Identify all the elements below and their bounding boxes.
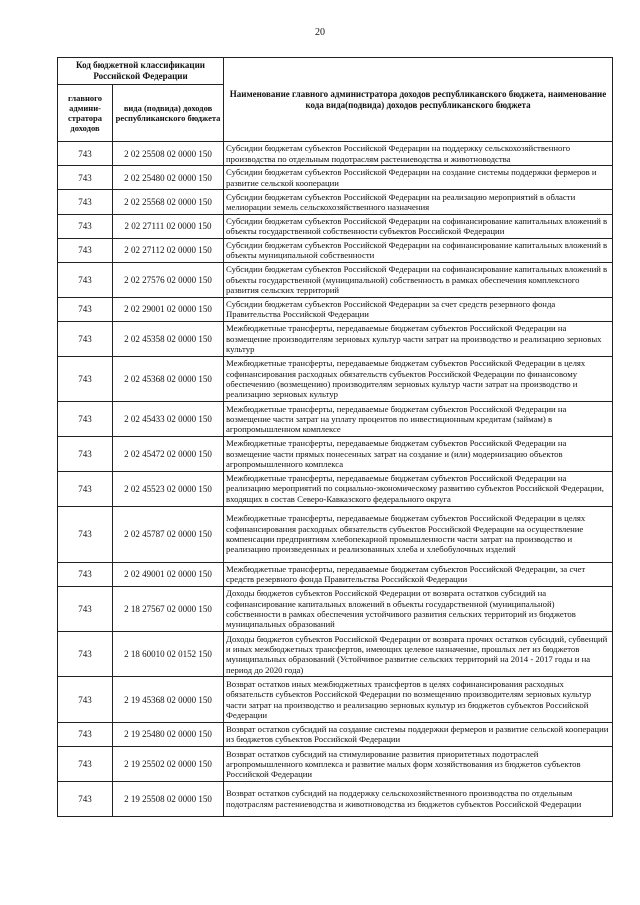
header-name-column: Наименование главного администратора доходов республиканского бюджета, наименование кода вида(подвида) доходов республиканского бюджета	[224, 58, 613, 142]
income-name-cell: Межбюджетные трансферты, передаваемые бюджетам субъектов Российской Федерации на возмещение части затрат на уплату процентов по инвестиционным кредитам (займам) в агропромышленном комплексе	[224, 402, 613, 437]
income-name-cell: Возврат остатков субсидий на поддержку сельскохозяйственного производства по отдельным подотраслям растениеводства и животноводства из бюджетов субъектов Российской Федерации	[224, 781, 613, 816]
income-name-cell: Субсидии бюджетам субъектов Российской Федерации на реализацию мероприятий в области мелиорации земель сельскохозяйственного назначения	[224, 190, 613, 214]
table-row	[58, 632, 613, 677]
table-row	[58, 297, 613, 321]
income-name-cell: Межбюджетные трансферты, передаваемые бюджетам субъектов Российской Федерации, за счет средств резервного фонда Правительства Российской Федерации	[224, 562, 613, 586]
income-name-cell: Субсидии бюджетам субъектов Российской Федерации на создание системы поддержки фермеров и развитие сельской кооперации	[224, 166, 613, 190]
admin-code-cell: 743	[58, 262, 113, 297]
income-name-cell: Межбюджетные трансферты, передаваемые бюджетам субъектов Российской Федерации на возмещение части прямых понесенных затрат на создание и (или) модернизацию объектов агропромышленного комплекса	[224, 436, 613, 471]
income-code-cell: 2 19 25502 02 0000 150	[113, 747, 224, 782]
admin-code-cell: 743	[58, 238, 113, 262]
table-row	[58, 262, 613, 297]
header-admin-column: главного админи-стратора доходов	[58, 85, 113, 142]
admin-code-cell: 743	[58, 562, 113, 586]
income-name-cell: Доходы бюджетов субъектов Российской Федерации от возврата прочих остатков субсидий, субвенций и иных межбюджетных трансфертов, имеющих целевое назначение, прошлых лет из бюджетов муниципальных образований (Устойчивое развитие сельских территорий на 2014 - 2017 годы и на период до 2020 года)	[224, 632, 613, 677]
table-row	[58, 781, 613, 816]
table-row	[58, 677, 613, 722]
income-code-cell: 2 18 27567 02 0000 150	[113, 586, 224, 631]
table-row	[58, 214, 613, 238]
income-name-cell: Субсидии бюджетам субъектов Российской Федерации на поддержку сельскохозяйственного производства по отдельным подотраслям растениеводства и животноводства	[224, 142, 613, 166]
admin-code-cell: 743	[58, 142, 113, 166]
table-row	[58, 142, 613, 166]
admin-code-cell: 743	[58, 436, 113, 471]
admin-code-cell: 743	[58, 471, 113, 506]
income-name-cell: Межбюджетные трансферты, передаваемые бюджетам субъектов Российской Федерации в целях софинансирования расходных обязательств субъектов Российской Федерации на осуществление компенсации предприятиям хлебопекарной промышленности части затрат на производство и реализацию произведенных и реализованных хлеба и хлебобулочных изделий	[224, 506, 613, 562]
income-code-cell: 2 19 45368 02 0000 150	[113, 677, 224, 722]
income-code-cell: 2 02 45368 02 0000 150	[113, 356, 224, 401]
header-row-top	[58, 58, 613, 85]
admin-code-cell: 743	[58, 402, 113, 437]
admin-code-cell: 743	[58, 321, 113, 356]
income-code-cell: 2 02 45433 02 0000 150	[113, 402, 224, 437]
income-name-cell: Межбюджетные трансферты, передаваемые бюджетам субъектов Российской Федерации на возмещение производителям зерновых культур части затрат на производство и реализацию зерновых культур	[224, 321, 613, 356]
income-code-cell: 2 02 45787 02 0000 150	[113, 506, 224, 562]
page-number: 20	[315, 27, 325, 38]
admin-code-cell: 743	[58, 506, 113, 562]
income-name-cell: Субсидии бюджетам субъектов Российской Федерации на софинансирование капитальных вложений в объекты муниципальной собственности	[224, 238, 613, 262]
table-row	[58, 166, 613, 190]
table-row	[58, 471, 613, 506]
income-code-cell: 2 02 25508 02 0000 150	[113, 142, 224, 166]
admin-code-cell: 743	[58, 781, 113, 816]
admin-code-cell: 743	[58, 586, 113, 631]
income-code-cell: 2 02 29001 02 0000 150	[113, 297, 224, 321]
table-row	[58, 356, 613, 401]
income-name-cell: Субсидии бюджетам субъектов Российской Федерации на софинансирование капитальных вложений в объекты государственной собственности субъектов Российской Федерации	[224, 214, 613, 238]
income-name-cell: Субсидии бюджетам субъектов Российской Федерации на софинансирование капитальных вложений в объекты государственной (муниципальной) собственность в рамках обеспечения комплексного развития сельских территорий	[224, 262, 613, 297]
admin-code-cell: 743	[58, 297, 113, 321]
income-code-cell: 2 02 25480 02 0000 150	[113, 166, 224, 190]
income-code-cell: 2 02 45472 02 0000 150	[113, 436, 224, 471]
table-row	[58, 321, 613, 356]
header-code-group: Код бюджетной классификации Российской Федерации	[58, 58, 224, 85]
table-row	[58, 506, 613, 562]
income-name-cell: Возврат остатков субсидий на стимулирование развития приоритетных подотраслей агропромышленного комплекса и развитие малых форм хозяйствования из бюджетов субъектов Российской Федерации	[224, 747, 613, 782]
table-row	[58, 436, 613, 471]
income-code-cell: 2 02 25568 02 0000 150	[113, 190, 224, 214]
income-code-cell: 2 02 27111 02 0000 150	[113, 214, 224, 238]
income-code-cell: 2 02 49001 02 0000 150	[113, 562, 224, 586]
admin-code-cell: 743	[58, 747, 113, 782]
income-code-cell: 2 19 25480 02 0000 150	[113, 722, 224, 746]
table-row	[58, 190, 613, 214]
table-row	[58, 562, 613, 586]
income-name-cell: Субсидии бюджетам субъектов Российской Федерации за счет средств резервного фонда Правительства Российской Федерации	[224, 297, 613, 321]
admin-code-cell: 743	[58, 677, 113, 722]
admin-code-cell: 743	[58, 166, 113, 190]
income-name-cell: Возврат остатков иных межбюджетных трансфертов в целях софинансирования расходных обязательств субъектов Российской Федерации по возмещению производителям зерновых культур части затрат на производство и реализацию зерновых культур из бюджетов субъектов Российской Федерации	[224, 677, 613, 722]
income-code-cell: 2 19 25508 02 0000 150	[113, 781, 224, 816]
table-body	[58, 142, 613, 817]
header-type-column: вида (подвида) доходов республиканского бюджета	[113, 85, 224, 142]
income-code-cell: 2 18 60010 02 0152 150	[113, 632, 224, 677]
income-code-cell: 2 02 45358 02 0000 150	[113, 321, 224, 356]
table-row	[58, 238, 613, 262]
table-row	[58, 586, 613, 631]
budget-classification-table	[57, 57, 613, 817]
income-name-cell: Доходы бюджетов субъектов Российской Федерации от возврата остатков субсидий на софинансирование капитальных вложений в объекты государственной (муниципальной) собственности в рамках обеспечения устойчивого развития сельских территорий из бюджетов муниципальных образований	[224, 586, 613, 631]
admin-code-cell: 743	[58, 632, 113, 677]
income-code-cell: 2 02 27576 02 0000 150	[113, 262, 224, 297]
income-name-cell: Возврат остатков субсидий на создание системы поддержки фермеров и развитие сельской кооперации из бюджетов субъектов Российской Федерации	[224, 722, 613, 746]
table-row	[58, 402, 613, 437]
income-code-cell: 2 02 45523 02 0000 150	[113, 471, 224, 506]
income-name-cell: Межбюджетные трансферты, передаваемые бюджетам субъектов Российской Федерации на реализацию мероприятий по социально-экономическому развитию субъектов Российской Федерации, входящих в состав Северо-Кавказского федерального округа	[224, 471, 613, 506]
admin-code-cell: 743	[58, 214, 113, 238]
admin-code-cell: 743	[58, 356, 113, 401]
admin-code-cell: 743	[58, 190, 113, 214]
admin-code-cell: 743	[58, 722, 113, 746]
table-row	[58, 722, 613, 746]
table-row	[58, 747, 613, 782]
income-name-cell: Межбюджетные трансферты, передаваемые бюджетам субъектов Российской Федерации в целях софинансирования расходных обязательств субъектов Российской Федерации по финансовому обеспечению (возмещению) производителям зерновых культур части затрат на производство и реализацию зерновых культур	[224, 356, 613, 401]
income-code-cell: 2 02 27112 02 0000 150	[113, 238, 224, 262]
